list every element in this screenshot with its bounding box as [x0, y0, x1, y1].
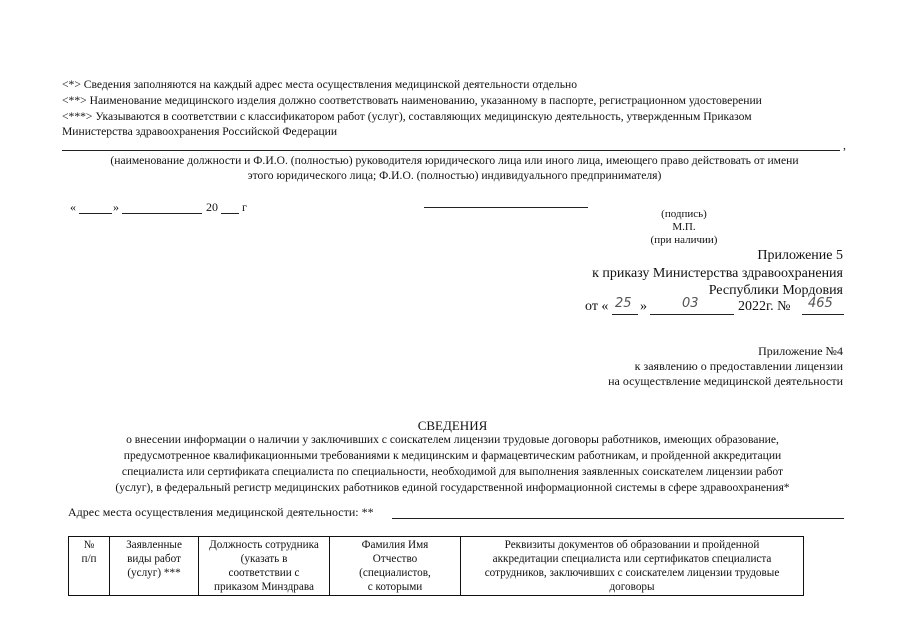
name-underline — [62, 150, 840, 151]
footnote-1: <*> Сведения заполняются на каждый адрес места осуществления медицинской деятельности отдельно — [62, 78, 577, 91]
address-label: Адрес места осуществления медицинской деятельности: ** — [68, 505, 374, 519]
appendix5-month-line — [650, 314, 734, 315]
appendix5-from-prefix: от « — [585, 299, 609, 314]
header-full-name: Фамилия Имя Отчество (специалистов, с которыми — [330, 537, 461, 596]
stamp-label: М.П. — [672, 221, 696, 233]
table-header-row — [69, 537, 804, 596]
appendix4-title: Приложение №4 — [758, 344, 843, 358]
date-year-suffix: г — [242, 200, 247, 214]
appendix5-year: 2022г. № — [738, 299, 791, 314]
appendix5-title: Приложение 5 — [757, 248, 843, 263]
name-comma: , — [843, 138, 846, 152]
appendix4-activity: на осуществление медицинской деятельности — [608, 374, 843, 388]
title-line-2: предусмотренное квалификационными требованиями к медицинским и фармацевтическим работникам, и пройденной аккредитации — [123, 449, 782, 462]
appendix5-number-line — [802, 314, 844, 315]
footnote-3: <***> Указываются в соответствии с классификатором работ (услуг), составляющих медицинскую деятельность, утвержденным Приказом — [62, 110, 752, 123]
footnote-3-continued: Министерства здравоохранения Российской Федерации — [62, 125, 338, 138]
appendix5-month: 03 — [682, 296, 699, 311]
footnote-2: <**> Наименование медицинского изделия должно соответствовать наименованию, указанному в паспорте, регистрационном удостоверении — [62, 94, 762, 107]
appendix5-day-line — [612, 314, 638, 315]
header-number: № п/п — [69, 537, 110, 596]
header-work-types: Заявленные виды работ (услуг) *** — [110, 537, 199, 596]
staff-table — [68, 536, 804, 596]
title-line-1: о внесении информации о наличии у заключивших с соискателем лицензии трудовые договоры работников, имеющих образование, — [126, 433, 779, 446]
date-open-quote: « — [70, 200, 76, 214]
appendix5-day: 25 — [615, 296, 632, 311]
signature-line — [424, 207, 588, 208]
stamp-note: (при наличии) — [650, 234, 718, 246]
date-close-quote: » — [113, 200, 119, 214]
title-line-4: (услуг), в федеральный регистр медицинских работников единой государственной информационной системы в сфере здравоохранения* — [115, 481, 790, 494]
date-year-prefix: 20 — [206, 200, 218, 214]
date-year-line — [221, 213, 239, 214]
document-title: СВЕДЕНИЯ — [417, 418, 488, 433]
date-month-line — [122, 213, 202, 214]
name-caption-1: (наименование должности и Ф.И.О. (полностью) руководителя юридического лица или иного лица, имеющего право действовать от имени — [110, 154, 799, 167]
appendix5-region: Республики Мордовия — [708, 283, 843, 298]
header-position: Должность сотрудника (указать в соответствии с приказом Минздрава — [199, 537, 330, 596]
appendix5-number: 465 — [808, 296, 833, 311]
appendix5-order: к приказу Министерства здравоохранения — [592, 266, 843, 281]
header-documents: Реквизиты документов об образовании и пройденной аккредитации специалиста или сертификатов специалиста сотрудников, заключивших с соискателем лицензии трудовые договоры — [461, 537, 804, 596]
address-line — [392, 518, 844, 519]
name-caption-2: этого юридического лица; Ф.И.О. (полностью) индивидуального предпринимателя) — [247, 169, 662, 182]
date-day-line — [79, 213, 112, 214]
title-line-3: специалиста или сертификата специалиста по специальности, необходимой для выполнения заявленных соискателем лицензии работ — [121, 465, 784, 478]
appendix4-application: к заявлению о предоставлении лицензии — [634, 359, 843, 373]
appendix5-quote-close: » — [640, 299, 647, 314]
signature-caption: (подпись) — [661, 208, 707, 220]
